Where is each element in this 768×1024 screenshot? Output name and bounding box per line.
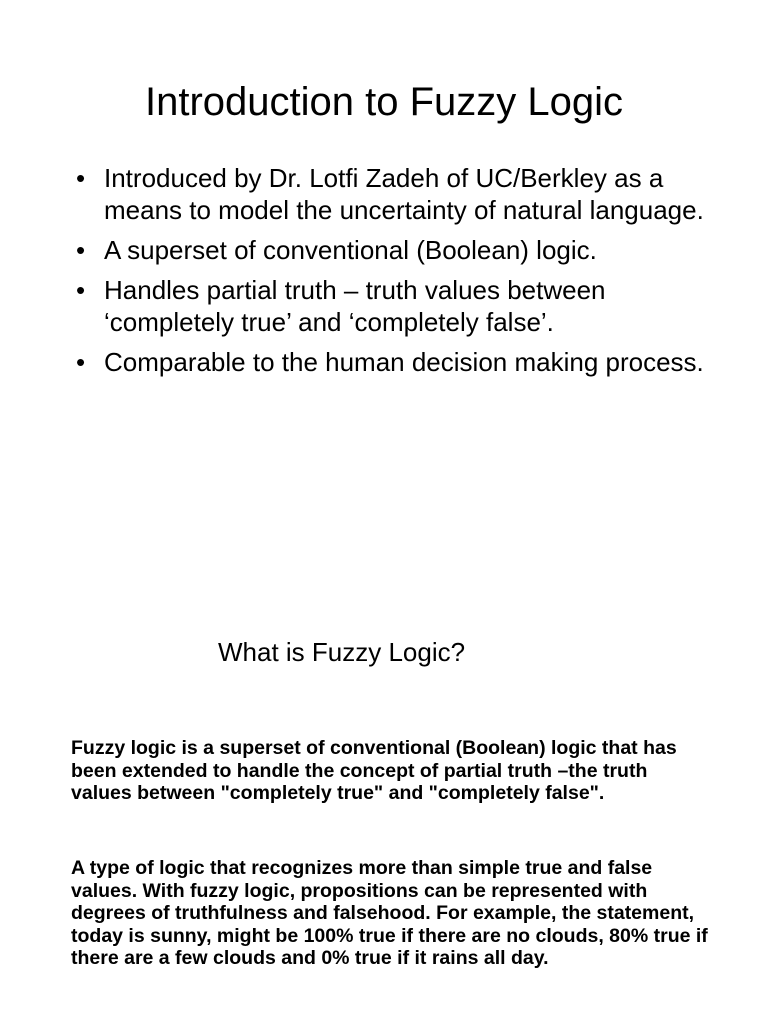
bullet-text: Introduced by Dr. Lotfi Zadeh of UC/Berkley as a means to model the uncertainty of natural language. [104,163,704,225]
bullet-dot-icon: • [76,235,86,265]
bullet-item [76,346,716,378]
slide-title: Introduction to Fuzzy Logic [144,80,624,124]
section-title: What is Fuzzy Logic? [218,637,466,667]
example-paragraph: A type of logic that recognizes more than simple true and false values. With fuzzy logic, propositions can be represented with degrees of truthfulness and falsehood. For example, the statement, today is sunny, might be 100% true if there are no clouds, 80% true if there are a few clouds and 0% true if it rains all day. [71,857,708,969]
bullet-list [76,162,716,386]
bullet-item [76,162,716,226]
bullet-item [76,234,716,266]
bullet-text: A superset of conventional (Boolean) logic. [104,235,597,265]
bullet-dot-icon: • [76,275,86,305]
bullet-item [76,274,716,338]
bullet-text: Handles partial truth – truth values between ‘completely true’ and ‘completely false’. [104,275,606,337]
bullet-dot-icon: • [76,347,86,377]
definition-paragraph: Fuzzy logic is a superset of conventional (Boolean) logic that has been extended to handle the concept of partial truth –the truth values between "completely true" and "completely false". [71,737,677,804]
bullet-text: Comparable to the human decision making process. [104,347,704,377]
bullet-dot-icon: • [76,163,86,193]
